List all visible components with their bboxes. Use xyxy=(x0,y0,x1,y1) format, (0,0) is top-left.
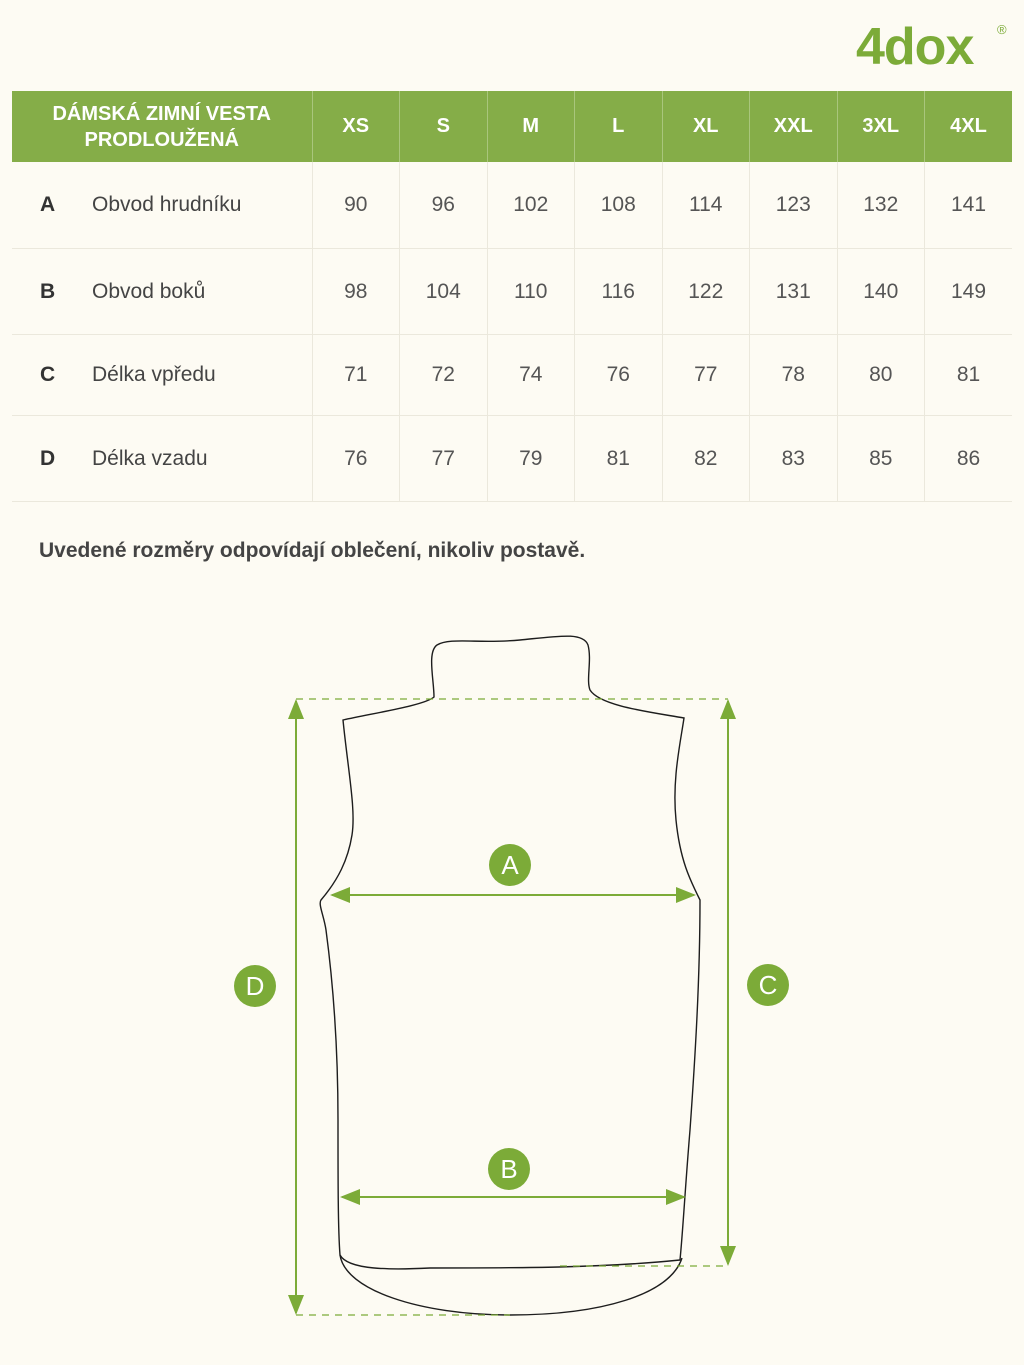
badge-c-label: C xyxy=(758,970,778,1000)
brand-logo xyxy=(856,14,1016,74)
table-row xyxy=(12,249,1012,335)
table-cell: 81 xyxy=(925,335,1013,416)
table-cell: 90 xyxy=(312,162,400,249)
table-cell: 82 xyxy=(662,416,750,502)
table-cell: 79 xyxy=(487,416,575,502)
table-cell: 116 xyxy=(575,249,663,335)
table-cell: 110 xyxy=(487,249,575,335)
size-header: S xyxy=(400,91,488,162)
table-cell: 108 xyxy=(575,162,663,249)
registered-mark: ® xyxy=(997,22,1007,37)
table-row xyxy=(12,162,1012,249)
row-letter: B xyxy=(12,249,92,335)
badge-b-label: B xyxy=(500,1154,518,1184)
table-cell: 76 xyxy=(575,335,663,416)
badge-b xyxy=(488,1148,530,1190)
table-cell: 96 xyxy=(400,162,488,249)
table-title: DÁMSKÁ ZIMNÍ VESTA PRODLOUŽENÁ xyxy=(12,91,312,162)
row-name: Délka vzadu xyxy=(92,416,312,502)
table-cell: 74 xyxy=(487,335,575,416)
row-name: Délka vpředu xyxy=(92,335,312,416)
size-header: L xyxy=(575,91,663,162)
row-name: Obvod boků xyxy=(92,249,312,335)
size-table xyxy=(12,91,1012,502)
table-cell: 77 xyxy=(400,416,488,502)
table-cell: 80 xyxy=(837,335,925,416)
row-letter: A xyxy=(12,162,92,249)
size-header: M xyxy=(487,91,575,162)
table-cell: 132 xyxy=(837,162,925,249)
table-cell: 104 xyxy=(400,249,488,335)
table-cell: 123 xyxy=(750,162,838,249)
badge-c xyxy=(747,964,789,1006)
table-cell: 76 xyxy=(312,416,400,502)
badge-a-label: A xyxy=(501,850,519,880)
table-cell: 85 xyxy=(837,416,925,502)
row-name: Obvod hrudníku xyxy=(92,162,312,249)
table-cell: 78 xyxy=(750,335,838,416)
table-cell: 81 xyxy=(575,416,663,502)
badge-d xyxy=(234,965,276,1007)
table-row xyxy=(12,335,1012,416)
table-cell: 114 xyxy=(662,162,750,249)
table-cell: 98 xyxy=(312,249,400,335)
size-header: XS xyxy=(312,91,400,162)
size-header: 3XL xyxy=(837,91,925,162)
table-cell: 131 xyxy=(750,249,838,335)
table-cell: 141 xyxy=(925,162,1013,249)
measurement-note: Uvedené rozměry odpovídají oblečení, nikoliv postavě. xyxy=(39,539,586,562)
table-cell: 122 xyxy=(662,249,750,335)
table-cell: 77 xyxy=(662,335,750,416)
logo-text: 4dox xyxy=(856,18,974,74)
vest-diagram xyxy=(0,600,1024,1360)
table-header-row xyxy=(12,91,1012,162)
table-cell: 86 xyxy=(925,416,1013,502)
table-row xyxy=(12,416,1012,502)
row-letter: C xyxy=(12,335,92,416)
table-cell: 72 xyxy=(400,335,488,416)
size-header: XL xyxy=(662,91,750,162)
badge-a xyxy=(489,844,531,886)
table-cell: 140 xyxy=(837,249,925,335)
table-cell: 102 xyxy=(487,162,575,249)
size-header: XXL xyxy=(750,91,838,162)
size-header: 4XL xyxy=(925,91,1013,162)
table-cell: 83 xyxy=(750,416,838,502)
table-cell: 71 xyxy=(312,335,400,416)
badge-d-label: D xyxy=(245,971,265,1001)
row-letter: D xyxy=(12,416,92,502)
table-cell: 149 xyxy=(925,249,1013,335)
